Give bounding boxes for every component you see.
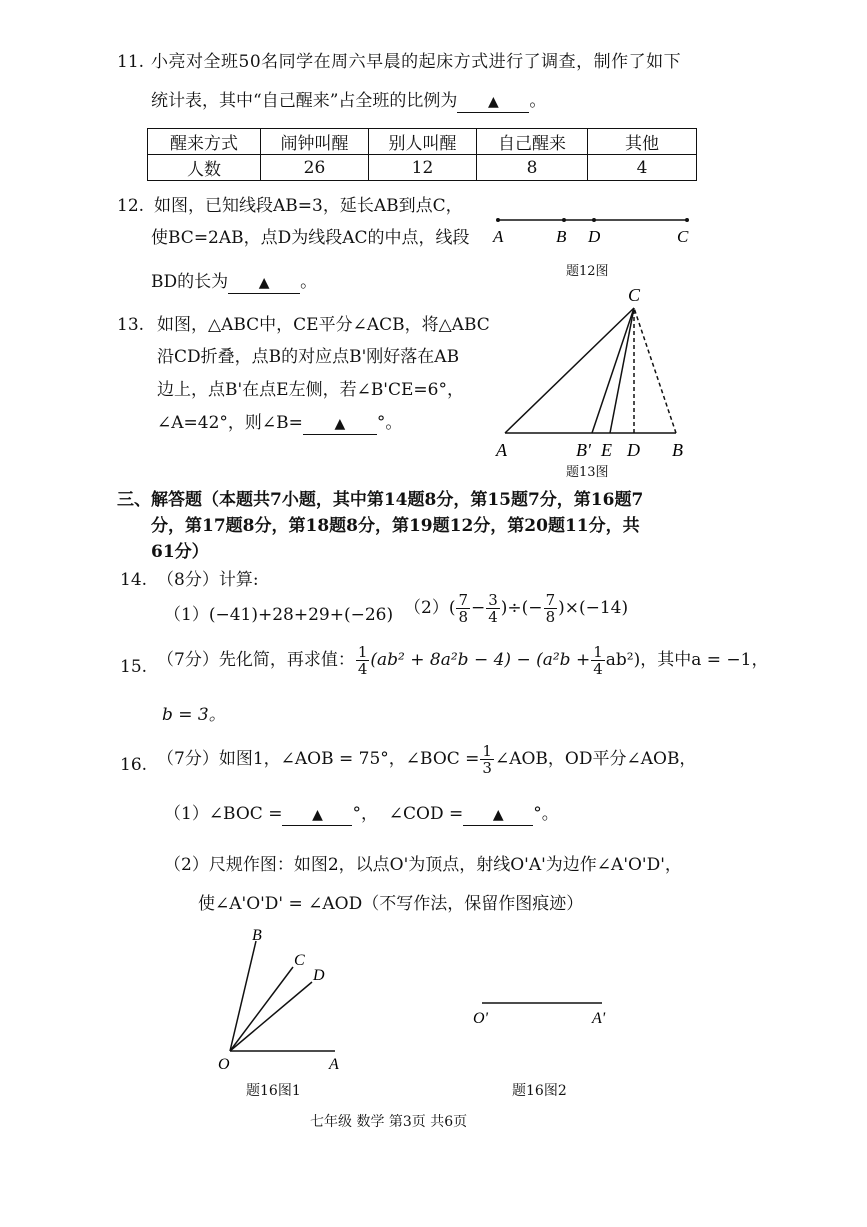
q13-line1: 如图，△ABC中，CE平分∠ACB，将△ABC: [157, 315, 490, 335]
q12-answer-blank: ▲: [228, 273, 300, 294]
q15-number: 15.: [120, 657, 148, 677]
q16-cod-blank: ▲: [463, 805, 533, 826]
q16-part2-line1: （2）尺规作图：如图2，以点O'为顶点，射线O'A'为边作∠A'O'D'，: [164, 855, 682, 875]
label-c: C: [677, 227, 689, 246]
label-d: D: [313, 967, 325, 984]
q13-line4-text: ∠A=42°，则∠B=: [157, 413, 303, 433]
q16-part2-line2: 使∠A'O'D' = ∠AOD（不写作法，保留作图痕迹）: [198, 894, 584, 914]
q13-number: 13.: [117, 315, 145, 335]
label-d: D: [627, 440, 640, 460]
q12-line3: [151, 272, 317, 294]
table-header-cell: 醒来方式: [148, 129, 261, 155]
q13-end: °。: [376, 413, 403, 433]
fraction-7-8-b: $\frac{7}{8}$: [545, 591, 556, 626]
fraction-1-3: $\frac{1}{3}$: [482, 742, 492, 777]
fraction-1-4-b: $\frac{1}{4}$: [593, 643, 603, 678]
table-header-cell: 自己醒来: [477, 129, 588, 155]
q11-end: 。: [529, 91, 547, 111]
table-row: [148, 129, 697, 155]
label-o-prime: O': [473, 1010, 488, 1027]
table-header-cell: 闹钟叫醒: [261, 129, 369, 155]
fraction-7-8: $\frac{7}{8}$: [458, 591, 468, 626]
label-b: B: [672, 440, 683, 460]
section3-line1: 三、解答题（本题共7小题，其中第14题8分，第15题7分，第16题7: [117, 490, 644, 510]
label-a-prime: A': [592, 1010, 606, 1027]
table-cell: 人数: [148, 155, 261, 181]
table-cell: 12: [369, 155, 477, 181]
label-c: C: [294, 952, 305, 969]
q12-end: 。: [300, 272, 318, 292]
point-d: [592, 218, 596, 222]
q15-line2: b = 3。: [162, 705, 226, 725]
q12-line1: 如图，已知线段AB=3，延长AB到点C，: [154, 196, 463, 216]
label-c: C: [628, 285, 641, 305]
label-b: B: [556, 227, 567, 246]
q16-fig2-caption: 题16图2: [512, 1083, 567, 1099]
q11-line2: [151, 91, 546, 113]
q11-line2-text: 统计表，其中“自己醒来”占全班的比例为: [151, 91, 458, 111]
q13-caption: 题13图: [566, 465, 609, 480]
q12-line2: 使BC=2AB，点D为线段AC的中点，线段: [151, 228, 470, 248]
segment-bc: [634, 308, 676, 433]
label-b-prime: B': [576, 440, 591, 460]
q16-intro: （7分）如图1，∠AOB = 75°，∠BOC = $\frac{1}{3}$ ∠AOB，OD平分∠AOB，: [157, 742, 697, 777]
q11-line1: 小亮对全班50名同学在周六早晨的起床方式进行了调查，制作了如下: [151, 52, 682, 72]
q12-number: 12.: [117, 196, 145, 216]
q16-figure1: [210, 920, 360, 1080]
q16-part1: （1）∠BOC = ▲ °， ∠COD = ▲ °。: [164, 804, 559, 824]
label-d: D: [588, 227, 601, 246]
table-cell: 4: [588, 155, 697, 181]
q16-figure2: [470, 990, 620, 1030]
fraction-3-4: $\frac{3}{4}$: [488, 591, 498, 626]
point-b: [562, 218, 566, 222]
label-b: B: [252, 927, 262, 944]
segment-ac: [505, 308, 634, 433]
q14-title: （8分）计算:: [157, 570, 259, 590]
q14-part1: （1）(−41)+28+29+(−26): [164, 605, 394, 625]
q15-expression: （7分）先化简，再求值： $\frac{1}{4}$ (ab² + 8a²b − 4) − (a²b + $\frac{1}{4}$ ab²)，其中a = −1，: [157, 643, 769, 678]
point-a: [496, 218, 500, 222]
fraction-1-4: $\frac{1}{4}$: [357, 643, 368, 678]
ray-od: [230, 982, 312, 1051]
q11-answer-blank: ▲: [457, 92, 529, 113]
table-row: [148, 155, 697, 181]
q13-answer-blank: ▲: [303, 414, 377, 435]
label-o: O: [218, 1056, 230, 1073]
label-a: A: [329, 1056, 339, 1073]
q11-table: [147, 128, 697, 181]
point-c: [685, 218, 689, 222]
table-cell: 8: [477, 155, 588, 181]
q13-line2: 沿CD折叠，点B的对应点B'刚好落在AB: [157, 347, 460, 367]
q13-line4: [157, 413, 402, 435]
q16-fig1-caption: 题16图1: [246, 1083, 301, 1099]
q16-boc-blank: ▲: [282, 805, 352, 826]
table-header-cell: 其他: [588, 129, 697, 155]
section3-line3: 61分）: [151, 542, 209, 562]
section3-line2: 分，第17题8分，第18题8分，第19题12分，第20题11分，共: [151, 516, 640, 536]
table-cell: 26: [261, 155, 369, 181]
q11-number: 11.: [117, 52, 145, 72]
table-header-cell: 别人叫醒: [369, 129, 477, 155]
q16-number: 16.: [120, 755, 148, 775]
q13-figure: [490, 283, 700, 463]
q14-part2: （2）( $\frac{7}{8}$ − $\frac{3}{4}$ )÷(− $\frac{7}{8}$ )×(−14): [404, 591, 629, 626]
q13-line3: 边上，点B'在点E左侧，若∠B'CE=6°，: [157, 380, 464, 400]
label-e: E: [601, 440, 612, 460]
q12-line3-text: BD的长为: [151, 272, 229, 292]
page-footer: 七年级 数学 第3页 共6页: [310, 1114, 468, 1130]
q12-caption: 题12图: [566, 264, 609, 279]
label-a: A: [496, 440, 507, 460]
label-a: A: [493, 227, 504, 246]
q14-number: 14.: [120, 570, 148, 590]
